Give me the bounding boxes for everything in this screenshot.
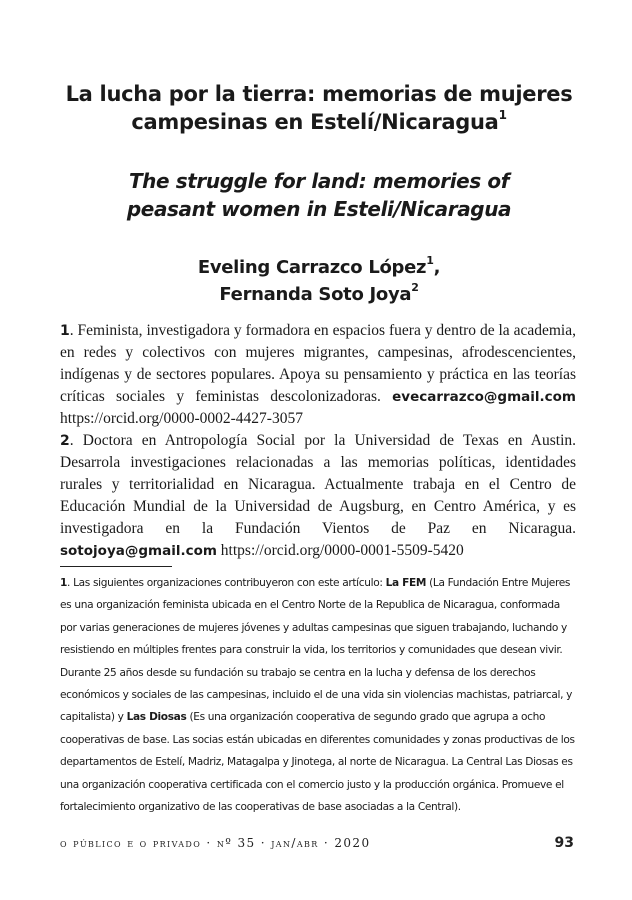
article-title <box>60 80 578 136</box>
author-separator: , <box>433 257 441 278</box>
author-bios <box>60 320 576 562</box>
subtitle-line-2: peasant women in Esteli/Nicaragua <box>126 197 512 221</box>
author-orcid-1[interactable]: https://orcid.org/0000-0002-4427-3057 <box>60 410 303 427</box>
title-footnote-mark[interactable]: 1 <box>498 108 507 122</box>
author-orcid-2[interactable]: https://orcid.org/0000-0001-5509-5420 <box>216 542 464 559</box>
footnote-1 <box>60 572 576 818</box>
author-bio-2 <box>60 430 576 562</box>
subtitle-line-1: The struggle for land: memories of <box>128 169 510 193</box>
bio-number-1: 1 <box>60 323 70 339</box>
author-mark-1[interactable]: 1 <box>426 254 434 267</box>
footnote-org-fem: La FEM <box>385 577 427 589</box>
article-subtitle-english <box>60 167 578 223</box>
title-line-1: La lucha por la tierra: memorias de mujeres <box>65 82 573 106</box>
footnote-number: 1 <box>60 577 68 589</box>
footnote-text-part-1: . Las siguientes organizaciones contribuyeron con este artículo: <box>67 577 386 589</box>
page-number: 93 <box>554 835 574 851</box>
bio-number-2: 2 <box>60 433 70 449</box>
bio-text-2: . Doctora en Antropología Social por la Universidad de Texas en Austin. Desarrola investigaciones relacionadas a las memorias políticas, identidades rurales y territorialidad en Nicaragua. Actualmente trabaja en el Centro de Educación Mundial de la Universidad de Augsburg, en Centro América, y es investigadora en la Fundación Vientos de Paz en Nicaragua. <box>60 432 576 537</box>
author-bio-1 <box>60 320 576 430</box>
title-line-2: campesinas en Estelí/Nicaragua <box>131 110 499 134</box>
author-email-1[interactable]: evecarrazco@gmail.com <box>392 389 576 405</box>
author-email-2[interactable]: sotojoya@gmail.com <box>60 543 217 559</box>
author-name-1: Eveling Carrazco López <box>197 257 427 278</box>
footnote-divider <box>60 566 172 567</box>
footnote-org-diosas: Las Diosas <box>126 711 187 724</box>
author-name-2: Fernanda Soto Joya <box>219 284 412 305</box>
footnote-text-part-3: (Es una organización cooperativa de segundo grado que agrupa a ocho cooperativas de base. Las socias están ubicadas en diferentes comunidades y zonas productivas de los departamentos de Estelí, Madriz, Matagalpa y Jinotega, al norte de Nicaragua. La Central Las Diosas es una organización cooperativa certificada con el comercio justo y la producción orgánica. Promueve el fortalecimiento organizativo de las cooperativas de base asociadas a la Central). <box>60 711 575 814</box>
author-list <box>60 254 578 308</box>
author-mark-2[interactable]: 2 <box>411 281 419 294</box>
bio-text-1: . Feminista, investigadora y formadora en espacios fuera y dentro de la academia, en redes y colectivos con mujeres migrantes, campesinas, afrodescencientes, indígenas y de sectores populares. Apoya su pensamiento y práctica en las teorías críticas sociales y feministas descolonizadoras. <box>60 322 576 405</box>
journal-running-footer: o público e o privado · nº 35 · jan/abr · 2020 <box>60 836 371 850</box>
footnote-text-part-2: (La Fundación Entre Mujeres es una organización feminista ubicada en el Centro Norte de la Republica de Nicaragua, conformada por varias generaciones de mujeres jóvenes y adultas campesinas que siguen trabajando, luchando y resistiendo en múltiples frentes para construir la vida, los territorios y comunidades que desean vivir. Durante 25 años desde su fundación su trabajo se centra en la lucha y defensa de los derechos económicos y sociales de las campesinas, incluido el de una vida sin violencias machistas, patriarcal, y capitalista) y <box>60 577 573 724</box>
